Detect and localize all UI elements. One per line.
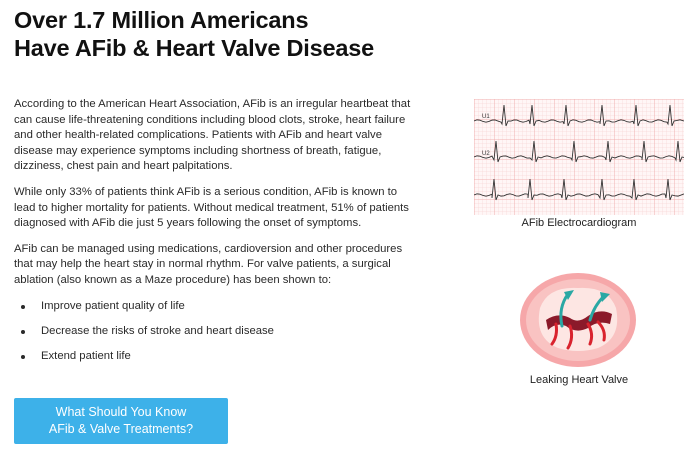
article-body bbox=[14, 97, 414, 374]
benefits-list bbox=[14, 299, 414, 374]
afib-valve-treatments-button[interactable] bbox=[14, 398, 228, 444]
ecg-lead-label: U2 bbox=[482, 151, 490, 157]
ecg-lead-label: U1 bbox=[482, 114, 490, 120]
paragraph-afib-definition: According to the American Heart Association, AFib is an irregular heartbeat that can cause life-threatening conditions including blood clots, stroke, heart failure and other health-related complications. Patients with AFib and heart valve disease may experience symptoms including shortness of breath, fatigue, dizziness, chest pain and heart palpitations. bbox=[14, 98, 411, 173]
leaking-heart-valve-illustration bbox=[518, 268, 638, 368]
valve-caption: Leaking Heart Valve bbox=[529, 374, 629, 386]
list-item: Improve patient quality of life bbox=[14, 299, 414, 324]
ecg-graphic bbox=[474, 99, 684, 215]
ecg-caption: AFib Electrocardiogram bbox=[521, 217, 637, 229]
page-title bbox=[14, 6, 374, 62]
page-title-line-2: Have AFib & Heart Valve Disease bbox=[14, 35, 374, 61]
heart-valve-graphic bbox=[518, 268, 638, 368]
list-item: Decrease the risks of stroke and heart disease bbox=[14, 324, 414, 349]
cta-line-1: What Should You Know bbox=[55, 405, 187, 419]
page-title-line-1: Over 1.7 Million Americans bbox=[14, 7, 309, 33]
cta-line-2: AFib & Valve Treatments? bbox=[48, 422, 194, 436]
paragraph-afib-mortality: While only 33% of patients think AFib is a serious condition, AFib is known to lead to higher mortality for patients. Without medical treatment, 51% of patients diagnosed with AFib die just 5 years following the onset of symptoms. bbox=[14, 185, 409, 230]
ecg-image bbox=[474, 99, 684, 215]
list-item: Extend patient life bbox=[14, 349, 414, 374]
paragraph-afib-management: AFib can be managed using medications, cardioversion and other procedures that may help the heart stay in normal rhythm. For valve patients, a surgical ablation (also known as a Maze procedure) has been shown to: bbox=[14, 242, 403, 286]
